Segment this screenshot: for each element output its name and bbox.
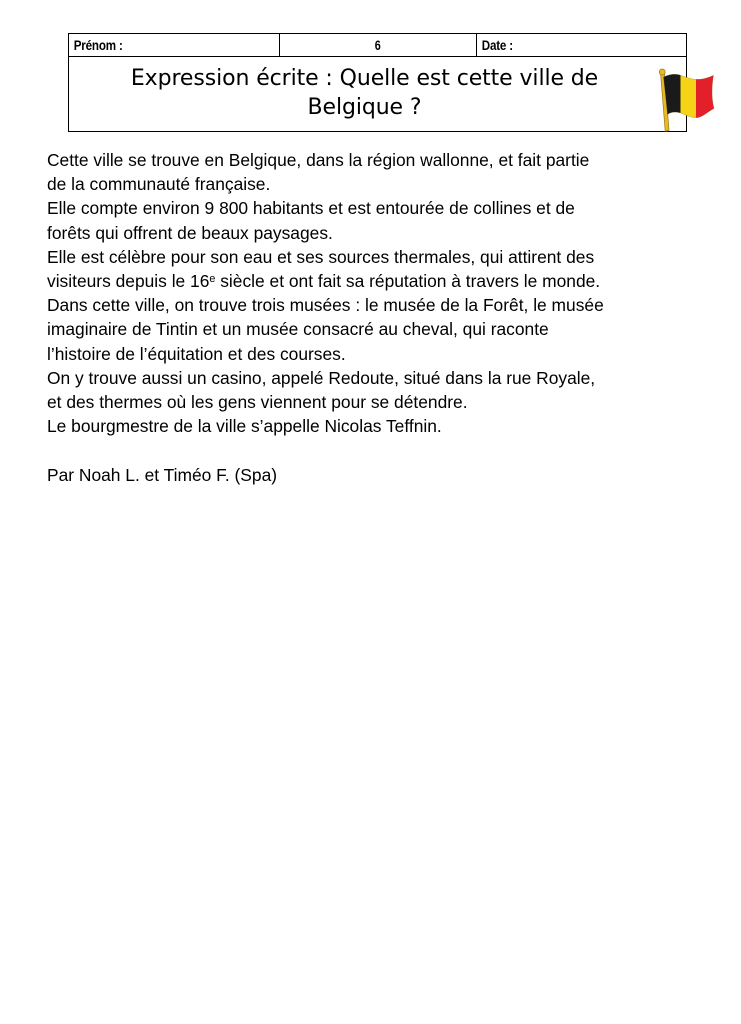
body-line: Cette ville se trouve en Belgique, dans la région wallonne, et fait partie [47, 150, 590, 170]
exercise-number-cell [280, 34, 477, 57]
page-title [85, 64, 644, 122]
body-line: de la communauté française. [47, 174, 271, 195]
body-line: et des thermes où les gens viennent pour se détendre. [47, 392, 468, 413]
composition-body [47, 148, 707, 487]
author-signature: Par Noah L. et Timéo F. (Spa) [47, 464, 278, 485]
page-title-line-1: Expression écrite : Quelle est cette ville de [130, 65, 599, 91]
header-block [68, 33, 673, 132]
body-line: forêts qui offrent de beaux paysages. [47, 222, 333, 243]
page-title-line-2: Belgique ? [307, 95, 422, 120]
ordinal-suffix: e [209, 272, 216, 285]
body-line: On y trouve aussi un casino, appelé Redoute, situé dans la rue Royale, [47, 367, 596, 388]
body-line-ordinal-prefix: visiteurs depuis le 16 [47, 271, 210, 292]
body-line: imaginaire de Tintin et un musée consacré au cheval, qui raconte [47, 319, 549, 340]
body-line-ordinal-suffix-text: siècle et ont fait sa réputation à travers le monde. [215, 271, 601, 292]
table-row-title [69, 57, 687, 132]
table-row-meta [69, 34, 687, 57]
body-line: l’histoire de l’équitation et des courses. [47, 343, 346, 364]
body-line: Le bourgmestre de la ville s’appelle Nicolas Teffnin. [47, 416, 442, 437]
body-line: Elle est célèbre pour son eau et ses sources thermales, qui attirent des [47, 246, 595, 267]
date-field-label: Date : [477, 34, 658, 57]
paragraph-spacer [47, 438, 707, 462]
body-line-with-ordinal [47, 269, 707, 293]
prenom-field-label: Prénom : [69, 34, 250, 57]
body-line: Elle compte environ 9 800 habitants et est entourée de collines et de [47, 198, 575, 219]
header-table [68, 33, 687, 132]
exercise-number-value: 6 [374, 37, 381, 53]
body-line: Dans cette ville, on trouve trois musées : le musée de la Forêt, le musée [47, 295, 604, 316]
worksheet-title-cell [69, 57, 687, 132]
